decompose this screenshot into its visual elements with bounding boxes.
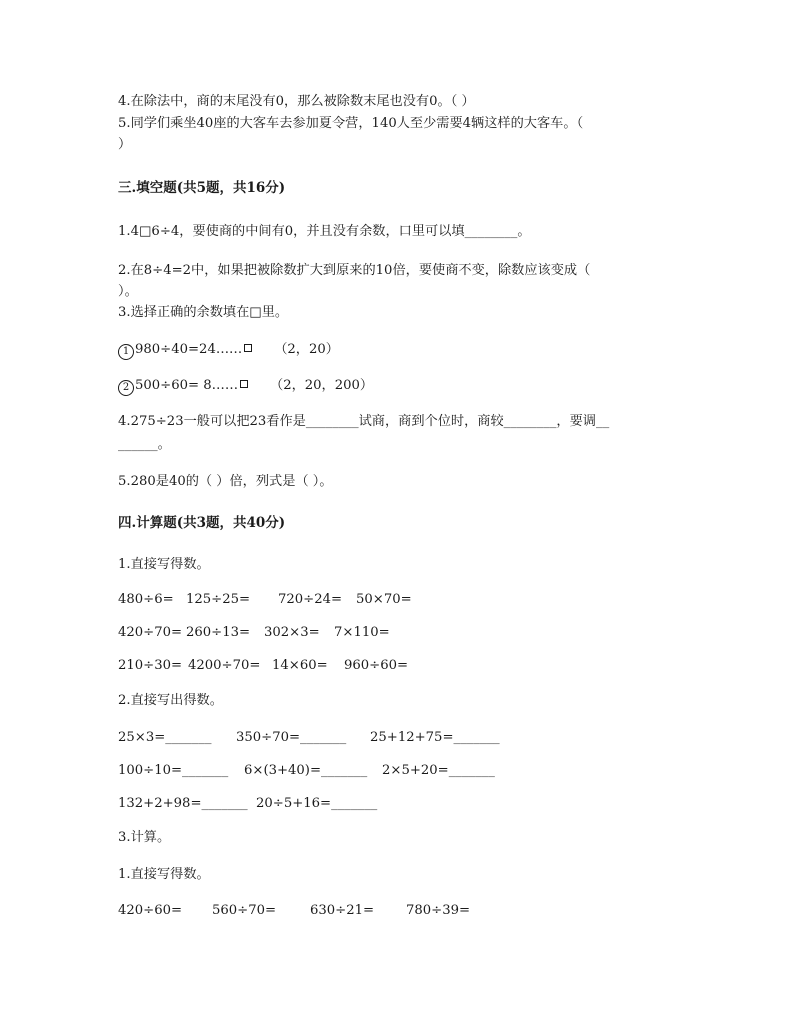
q3-b-expression: 500÷60= 8…… — [135, 378, 239, 393]
calc-q1-row-1 — [118, 591, 412, 609]
calc-q2-row-2 — [118, 762, 495, 780]
calc-item: 260÷13= — [186, 625, 251, 640]
circled-number-2: 2 — [118, 380, 134, 396]
fill-q3-option-b — [118, 377, 373, 396]
calc-heading: 四.计算题(共3题，共40分) — [118, 515, 286, 531]
fill-q4-line2: ______。 — [118, 437, 171, 452]
fill-q3: 3.选择正确的余数填在□里。 — [118, 305, 289, 320]
calc-item: 960÷60= — [344, 658, 409, 673]
answer-box-icon — [244, 344, 252, 352]
calc-item: 560÷70= — [212, 903, 277, 918]
judgment-q5-line1: 5.同学们乘坐40座的大客车去参加夏令营，140人至少需要4辆这样的大客车。（ — [118, 116, 584, 131]
calc-item: 25×3=_______ — [118, 730, 212, 745]
calc-q3-sub-title: 1.直接写得数。 — [118, 867, 210, 882]
calc-item: 302×3= — [264, 625, 320, 640]
judgment-q4: 4.在除法中，商的末尾没有0，那么被除数末尾也没有0。（ ） — [118, 94, 475, 109]
fill-q5: 5.280是40的（ ）倍，列式是（ ）。 — [118, 474, 333, 489]
q3-b-options: （2，20，200） — [270, 378, 374, 393]
calc-item: 6×(3+40)=_______ — [244, 763, 368, 778]
calc-q2-title: 2.直接写出得数。 — [118, 693, 223, 708]
judgment-q5-line2: ） — [118, 137, 132, 152]
calc-item: 132+2+98=_______ — [118, 796, 248, 811]
calc-item: 14×60= — [272, 658, 328, 673]
calc-q1-row-3 — [118, 657, 408, 675]
calc-item: 630÷21= — [310, 903, 375, 918]
calc-item: 350÷70=_______ — [236, 730, 347, 745]
calc-item: 25+12+75=_______ — [370, 730, 500, 745]
q3-a-expression: 980÷40=24…… — [135, 342, 243, 357]
circled-number-1: 1 — [118, 344, 134, 360]
calc-q2-row-1 — [118, 729, 500, 747]
calc-q1-title: 1.直接写得数。 — [118, 557, 210, 572]
fill-q2-line2: ）。 — [118, 284, 138, 299]
calc-item: 210÷30= — [118, 658, 183, 673]
calc-item: 780÷39= — [406, 903, 471, 918]
calc-item: 125÷25= — [186, 592, 251, 607]
calc-item: 7×110= — [334, 625, 390, 640]
calc-q1-row-2 — [118, 624, 390, 642]
q3-a-options: （2，20） — [274, 342, 339, 357]
answer-box-icon — [240, 380, 248, 388]
calc-item: 4200÷70= — [188, 658, 261, 673]
calc-item: 420÷70= — [118, 625, 183, 640]
calc-item: 2×5+20=_______ — [382, 763, 495, 778]
fill-q3-option-a — [118, 341, 339, 360]
calc-q2-row-3 — [118, 795, 377, 813]
calc-item: 20÷5+16=_______ — [256, 796, 378, 811]
calc-item: 720÷24= — [278, 592, 343, 607]
fill-q1: 1.4□6÷4，要使商的中间有0，并且没有余数，口里可以填________。 — [118, 224, 531, 239]
calc-item: 50×70= — [356, 592, 412, 607]
calc-item: 100÷10=_______ — [118, 763, 229, 778]
calc-item: 480÷6= — [118, 592, 174, 607]
fill-heading: 三.填空题(共5题，共16分) — [118, 180, 286, 196]
calc-q3-title: 3.计算。 — [118, 830, 171, 845]
calc-item: 420÷60= — [118, 903, 183, 918]
fill-q2-line1: 2.在8÷4=2中，如果把被除数扩大到原来的10倍，要使商不变，除数应该变成（ — [118, 263, 591, 278]
calc-q3-row — [118, 902, 470, 920]
fill-q4-line1: 4.275÷23一般可以把23看作是________试商，商到个位时，商较________，要调__ — [118, 414, 610, 429]
